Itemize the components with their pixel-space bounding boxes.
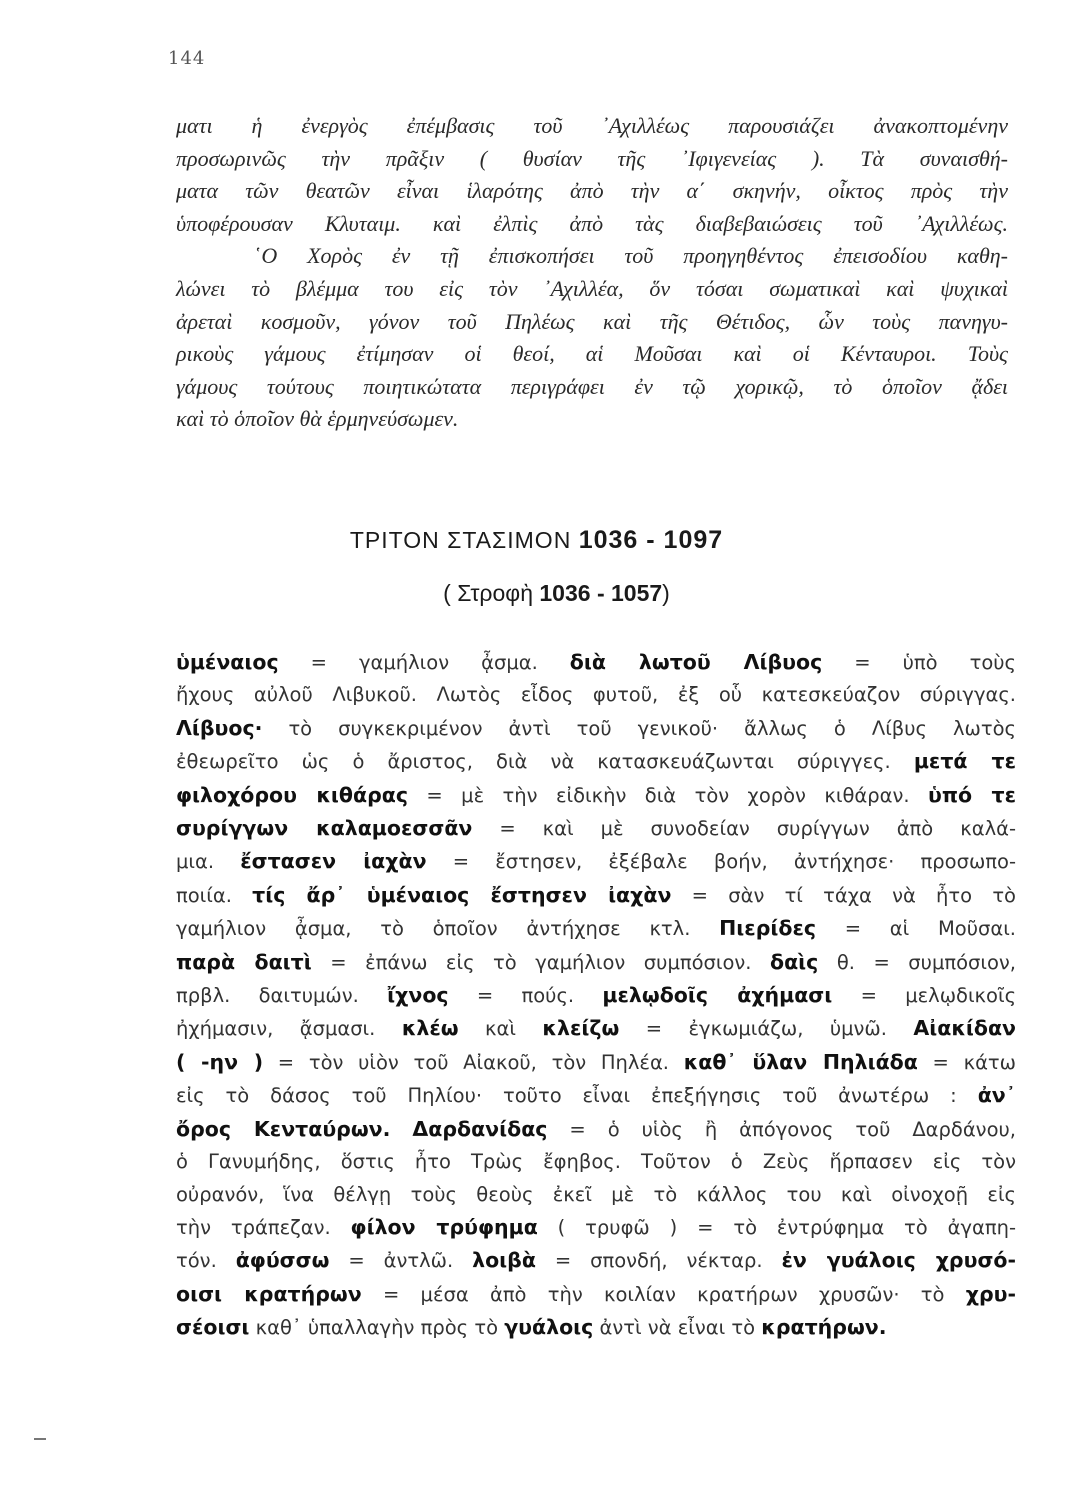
glossary-term: ὑμέναιος xyxy=(176,650,279,674)
glossary-line xyxy=(176,912,1016,945)
glossary-text: = ὑπὸ τοὺς xyxy=(822,651,1016,674)
glossary-text: = κάτω xyxy=(917,1050,1016,1074)
glossary-text: καθ᾿ ὑπαλλαγὴν πρὸς τὸ xyxy=(249,1316,505,1340)
glossary-term: τίς ἄρ᾿ ὑμέναιος ἔστησεν ἰαχὰν xyxy=(252,882,672,907)
glossary-term: Πιερίδες xyxy=(719,916,817,941)
glossary-term: ἔστασεν ἰαχὰν xyxy=(240,849,427,874)
glossary-term: φίλον τρύφημα xyxy=(350,1214,538,1239)
glossary-term: μετά τε xyxy=(913,749,1016,774)
section-heading xyxy=(0,526,1073,555)
subheading-open-paren: ( xyxy=(443,580,451,606)
glossary-line xyxy=(176,712,1016,745)
glossary-text: ( τρυφῶ ) = τὸ ἐντρύφημα τὸ ἀγαπη- xyxy=(537,1215,1016,1239)
glossary-term: ἀφύσσω xyxy=(235,1248,330,1273)
glossary-line xyxy=(176,646,1016,679)
intro-line: ἀρεταὶ κοσμοῦν, γόνον τοῦ Πηλέως καὶ τῆς Θέτιδος, ὧν τοὺς πανηγυ- xyxy=(176,308,1008,334)
glossary-text: ποιία. xyxy=(176,883,253,907)
glossary-term: δαὶς xyxy=(770,949,819,974)
glossary-text: γαμήλιον ᾆσμα, τὸ ὁποῖον ἀντήχησε κτλ. xyxy=(176,917,720,941)
intro-line: ρικοὺς γάμους ἐτίμησαν οἱ θεοί, αἱ Μοῦσαι καὶ οἱ Κένταυροι. Τοὺς xyxy=(176,341,1008,367)
margin-mark xyxy=(34,1438,46,1440)
section-heading-range: 1036 - 1097 xyxy=(578,526,724,554)
glossary-text: = τὸν υἱὸν τοῦ Αἰακοῦ, τὸν Πηλέα. xyxy=(263,1050,684,1074)
glossary-text: = καὶ μὲ συνοδείαν συρίγγων ἀπὸ καλά- xyxy=(472,817,1016,841)
glossary-term: καθ᾿ ὕλαν Πηλιάδα xyxy=(683,1049,918,1074)
glossary-term: ἀν᾿ xyxy=(977,1083,1016,1108)
glossary-term: κλέω xyxy=(401,1016,459,1041)
intro-paragraph xyxy=(176,110,1008,436)
glossary-term: κρατήρων. xyxy=(761,1315,887,1340)
glossary-text xyxy=(390,1118,412,1141)
glossary-text: καὶ xyxy=(458,1017,543,1041)
glossary-text: ὁ Γανυμήδης, ὅστις ἦτο Τρὼς ἔφηβος. Τοῦτον ὁ Ζεὺς ἥρπασεν εἰς τὸν xyxy=(176,1150,1016,1174)
glossary-line xyxy=(176,946,1016,979)
glossary-line xyxy=(176,679,1016,711)
glossary-text: = ἀντλῶ. xyxy=(329,1249,473,1273)
glossary-line xyxy=(176,1113,1016,1146)
glossary-text: = ἔστησεν, ἐξέβαλε βοήν, ἀντήχησε· προσωπο- xyxy=(426,850,1016,874)
intro-line: γάμους τούτους ποιητικώτατα περιγράφει ἐν τῷ χορικῷ, τὸ ὁποῖον ᾄδει xyxy=(176,373,1008,399)
glossary-term: γυάλοις xyxy=(504,1315,594,1340)
page-number: 144 xyxy=(168,48,206,69)
glossary-term: ὄρος Κενταύρων. xyxy=(176,1116,391,1141)
glossary-line xyxy=(176,1244,1016,1277)
glossary-text: = αἱ Μοῦσαι. xyxy=(816,917,1017,941)
subheading-title: Στροφὴ xyxy=(457,580,533,606)
glossary-paragraph xyxy=(176,646,1016,1345)
glossary-line xyxy=(176,745,1016,778)
glossary-text: ἀντὶ νὰ εἶναι τὸ xyxy=(593,1316,762,1340)
glossary-text: = ἐγκωμιάζω, ὑμνῶ. xyxy=(619,1017,914,1041)
intro-line: προσωρινῶς τὴν πρᾶξιν ( θυσίαν τῆς ᾿Ιφιγενείας ). Τὰ συναισθή- xyxy=(176,145,1008,171)
intro-line: ῾Ο Χορὸς ἐν τῇ ἐπισκοπήσει τοῦ προηγηθέντος ἐπεισοδίου καθη- xyxy=(254,243,1008,269)
glossary-term: Αἰακίδαν xyxy=(913,1016,1017,1041)
glossary-line xyxy=(176,1179,1016,1211)
glossary-text: μια. xyxy=(176,850,241,874)
glossary-text: = πούς. xyxy=(448,984,603,1008)
glossary-line xyxy=(176,1211,1016,1244)
glossary-line xyxy=(176,779,1016,812)
glossary-text: οὐρανόν, ἵνα θέλγῃ τοὺς θεοὺς ἐκεῖ μὲ τὸ κάλλος του καὶ οἰνοχοῇ εἰς xyxy=(176,1182,1016,1206)
glossary-term: σέοισι xyxy=(176,1315,250,1340)
glossary-text: τὸ συγκεκριμένον ἀντὶ τοῦ γενικοῦ· ἄλλως ὁ Λίβυς λωτὸς xyxy=(262,716,1016,740)
glossary-line xyxy=(176,1311,1016,1344)
glossary-term: ἴχνος xyxy=(387,983,449,1008)
glossary-text: = μέσα ἀπὸ τὴν κοιλίαν κρατήρων χρυσῶν· τὸ xyxy=(361,1282,966,1306)
glossary-text: = ἐπάνω εἰς τὸ γαμήλιον συμπόσιον. xyxy=(311,950,771,974)
glossary-text: θ. = συμπόσιον, xyxy=(818,950,1016,974)
glossary-line xyxy=(176,1046,1016,1079)
glossary-term: διὰ λωτοῦ Λίβυος xyxy=(569,650,823,674)
section-heading-title: ΤΡΙΤΟΝ ΣΤΑΣΙΜΟΝ xyxy=(349,527,572,553)
glossary-text: τὴν τράπεζαν. xyxy=(176,1215,351,1239)
glossary-term: κλείζω xyxy=(542,1016,620,1041)
glossary-term: ὑπό τε xyxy=(928,782,1016,807)
glossary-term: φιλοχόρου κιθάρας xyxy=(176,782,408,807)
glossary-term: χρυ- xyxy=(965,1281,1016,1306)
intro-line: ὑποφέρουσαν Κλυταιμ. καὶ ἐλπὶς ἀπὸ τὰς διαβεβαιώσεις τοῦ ᾿Αχιλλέως. xyxy=(176,210,1008,236)
intro-line: ματι ἡ ἐνεργὸς ἐπέμβασις τοῦ ᾿Αχιλλέως παρουσιάζει ἀνακοπτομένην xyxy=(176,113,1008,138)
glossary-line xyxy=(176,979,1016,1012)
glossary-line xyxy=(176,812,1016,845)
glossary-line xyxy=(176,1012,1016,1045)
glossary-text: = μελῳδικοῖς xyxy=(832,984,1017,1008)
glossary-term: ἐν γυάλοις χρυσό- xyxy=(781,1248,1016,1273)
glossary-text: εἰς τὸ δάσος τοῦ Πηλίου· τοῦτο εἶναι ἐπεξήγησις τοῦ ἀνωτέρω : xyxy=(176,1084,978,1108)
intro-line: καὶ τὸ ὁποῖον θὰ ἑρμηνεύσωμεν. xyxy=(176,406,459,432)
glossary-text: = μὲ τὴν εἰδικὴν διὰ τὸν χορὸν κιθάραν. xyxy=(407,783,928,807)
glossary-text: πρβλ. δαιτυμών. xyxy=(176,984,388,1008)
intro-line: ματα τῶν θεατῶν εἶναι ἱλαρότης ἀπὸ τὴν α΄ σκηνήν, οἶκτος πρὸς τὴν xyxy=(176,178,1008,204)
subheading-close-paren: ) xyxy=(662,580,670,606)
subheading-range: 1036 - 1057 xyxy=(539,580,663,606)
glossary-line xyxy=(176,879,1016,912)
glossary-line xyxy=(176,1278,1016,1311)
glossary-term: παρὰ δαιτὶ xyxy=(176,949,312,974)
glossary-text: ἠχήμασιν, ᾄσμασι. xyxy=(176,1017,402,1041)
glossary-text: = ὁ υἱὸς ἢ ἀπόγονος τοῦ Δαρδάνου, xyxy=(547,1117,1016,1141)
glossary-term: ( -ην ) xyxy=(176,1049,264,1074)
glossary-line xyxy=(176,1146,1016,1178)
intro-line: λώνει τὸ βλέμμα του εἰς τὸν ᾿Αχιλλέα, ὅν τόσαι σωματικαὶ καὶ ψυχικαὶ xyxy=(176,275,1008,301)
glossary-term: συρίγγων καλαμοεσσᾶν xyxy=(176,816,473,841)
glossary-term: λοιβὰ xyxy=(472,1248,536,1273)
glossary-text: ἤχους αὐλοῦ Λιβυκοῦ. Λωτὸς εἶδος φυτοῦ, ἐξ οὗ κατεσκεύαζον σύριγγας. xyxy=(176,683,1016,707)
glossary-text: = σπονδή, νέκταρ. xyxy=(535,1249,782,1273)
glossary-text: = γαμήλιον ᾆσμα. xyxy=(278,651,570,674)
glossary-term: Λίβυος· xyxy=(176,715,263,740)
glossary-text: τόν. xyxy=(176,1249,236,1273)
glossary-term: μελῳδοῖς ἀχήμασι xyxy=(602,983,833,1008)
glossary-text: = σὰν τί τάχα νὰ ἦτο τὸ xyxy=(671,883,1016,907)
glossary-term: Δαρδανίδας xyxy=(412,1116,548,1141)
glossary-line xyxy=(176,1079,1016,1112)
glossary-text: ἐθεωρεῖτο ὡς ὁ ἄριστος, διὰ νὰ κατασκευάζωνται σύριγγες. xyxy=(176,750,914,774)
section-subheading xyxy=(20,580,1073,607)
glossary-line xyxy=(176,845,1016,878)
glossary-term: οισι κρατήρων xyxy=(176,1281,362,1306)
